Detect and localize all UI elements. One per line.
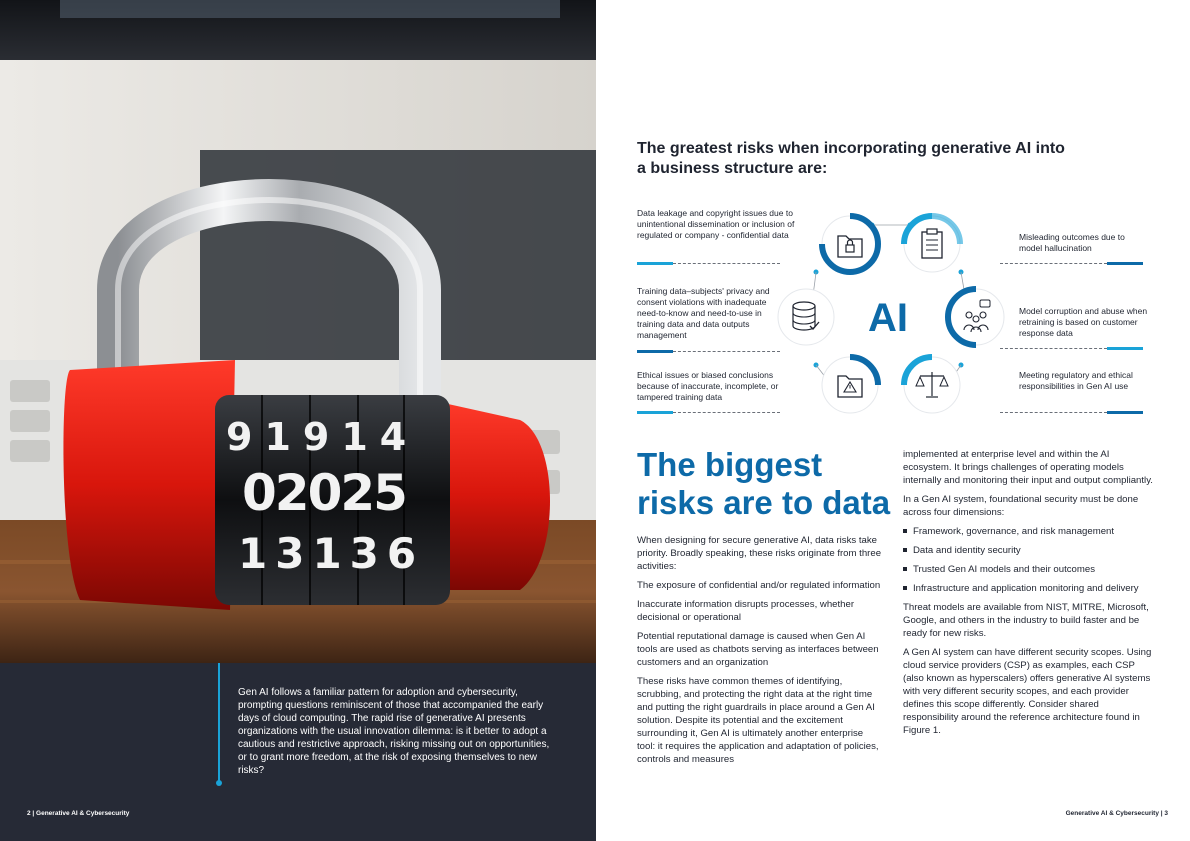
body-column-right <box>903 448 1155 743</box>
list-item: Infrastructure and application monitoring and delivery <box>903 582 1155 595</box>
paragraph: These risks have common themes of identifying, scrubbing, and protecting the right data at the right time and putting the right guardrails in place around a Gen AI solution. Despite its potential and the excitement surrounding it, Gen AI is ultimately another enterprise tool: it requires the application and adaptation of policies, controls and measures <box>637 676 879 765</box>
risk-connector <box>637 350 780 352</box>
ai-center-label: AI <box>868 296 908 340</box>
list-item: Trusted Gen AI models and their outcomes <box>903 563 1155 576</box>
padlock-photo <box>0 0 596 663</box>
risks-heading: The greatest risks when incorporating generative AI into a business structure are: <box>637 140 1065 177</box>
list-item: Data and identity security <box>903 544 1155 557</box>
right-page <box>596 0 1190 841</box>
risk-label-bias: Ethical issues or biased conclusions because of inaccurate, incomplete, or tampered training data <box>637 370 779 402</box>
paragraph: When designing for secure generative AI, data risks take priority. Broadly speaking, these risks originate from three activities: <box>637 535 882 572</box>
risk-label-hallucination: Misleading outcomes due to model hallucination <box>1019 232 1125 253</box>
lock-row-3: 13136 <box>238 529 425 578</box>
risk-label-model-corruption: Model corruption and abuse when retraining is based on customer response data <box>1019 306 1148 338</box>
risk-connector <box>1000 347 1143 349</box>
padlock-illustration <box>0 0 596 663</box>
warning-folder-icon <box>822 357 878 413</box>
clipboard-list-icon <box>904 216 960 272</box>
paragraph: A Gen AI system can have different security scopes. Using cloud service providers (CSP) as examples, each CSP (also known as hyperscalers) offers generative AI systems with very different security scopes, and each provider defines this scope differently. Consider shared responsibility around the reference architecture found in Figure 1. <box>903 647 1152 736</box>
paragraph: The exposure of confidential and/or regulated information <box>637 580 881 591</box>
paragraph: Inaccurate information disrupts processes, whether decisional or operational <box>637 599 855 623</box>
page-folio-left: 2 | Generative AI & Cybersecurity <box>27 810 130 817</box>
paragraph: Threat models are available from NIST, MITRE, Microsoft, Google, and others in the industry to build faster and be ready for new risks. <box>903 602 1149 639</box>
paragraph: Potential reputational damage is caused when Gen AI tools are used as chatbots serving as interfaces between customers and an organization <box>637 631 879 668</box>
risks-diagram <box>596 200 1190 420</box>
risk-connector <box>637 262 780 264</box>
paragraph: In a Gen AI system, foundational security must be done across four dimensions: <box>903 494 1139 518</box>
intro-accent-rule <box>218 663 220 783</box>
body-column-left <box>637 534 883 772</box>
risk-connector <box>1000 411 1143 413</box>
dimensions-list <box>903 525 1155 595</box>
team-chat-icon <box>948 289 1004 345</box>
risk-connector <box>637 411 780 413</box>
database-check-icon <box>778 289 834 345</box>
section-title: The biggest risks are to data <box>637 446 891 521</box>
lock-row-1: 91914 <box>226 415 419 459</box>
folder-lock-icon <box>822 216 878 272</box>
lock-row-2: 02025 <box>242 464 406 522</box>
scales-icon <box>904 357 960 413</box>
risk-label-data-leakage: Data leakage and copyright issues due to unintentional dissemination or inclusion of regulated or company - confidential data <box>637 208 795 240</box>
intro-paragraph: Gen AI follows a familiar pattern for adoption and cybersecurity, prompting questions reminiscent of those that accompanied the early days of cloud computing. The rapid rise of generative AI presents organizations with the usual innovation dilemma: is it better to adopt a cautious and restrictive approach, risking missing out on opportunities, or to grant more freedom, at the risk of exposing themselves to new risks? <box>238 687 550 776</box>
paragraph: implemented at enterprise level and within the AI ecosystem. It brings challenges of operating models internally and monitoring their input and output compliantly. <box>903 449 1153 486</box>
risk-label-privacy: Training data–subjects' privacy and consent violations with inadequate need-to-know and need-to-use in training data and data outputs management <box>637 286 770 340</box>
page-folio-right: Generative AI & Cybersecurity | 3 <box>1065 810 1168 817</box>
risk-label-regulatory: Meeting regulatory and ethical responsibilities in Gen AI use <box>1019 370 1133 391</box>
risk-connector <box>1000 262 1143 264</box>
list-item: Framework, governance, and risk management <box>903 525 1155 538</box>
